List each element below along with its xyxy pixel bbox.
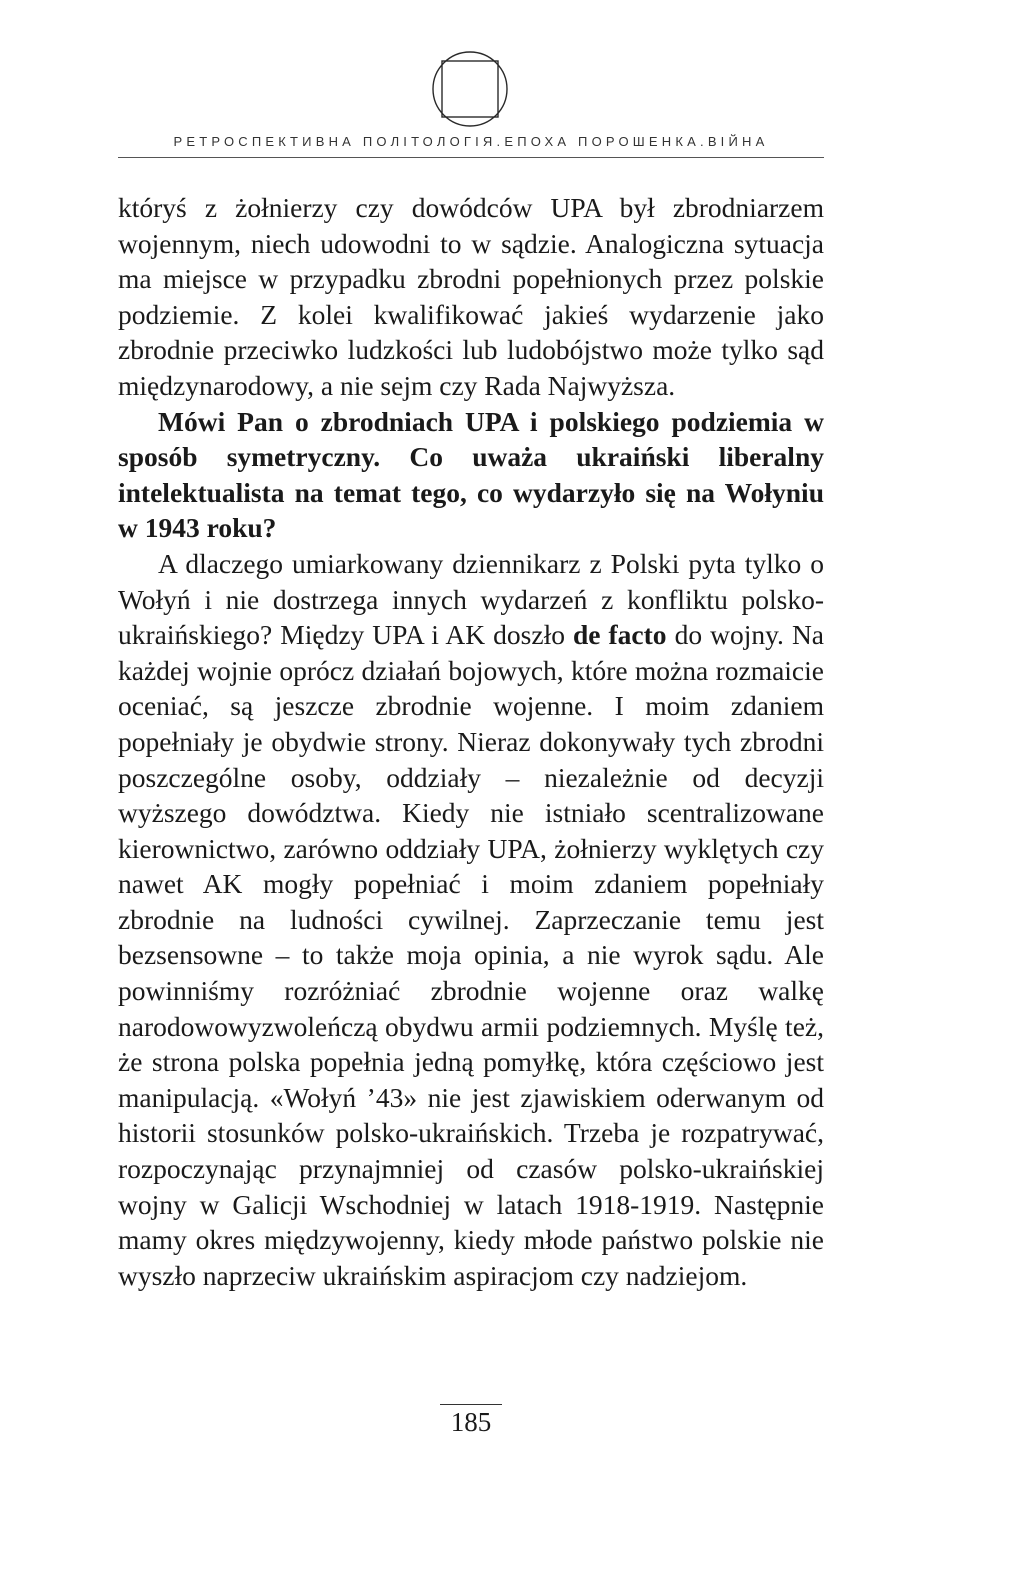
interview-question: Mówi Pan o zbrodniach UPA i polskiego podziemia w sposób symetryczny. Co uważa ukraiński liberalny intelektualista na temat tego, co wydarzyło się na Wołyniu w 1943 roku? <box>118 405 824 544</box>
paragraph: któryś z żołnierzy czy dowódców UPA był zbrodniarzem wojennym, niech udowodni to w sądzie. Analogiczna sytuacja ma miejsce w przypadku zbrodni popełnionych przez polskie podziemie. Z kolei kwalifikować jakieś wydarzenie jako zbrodnie przeciwko ludzkości lub ludobójstwo może tylko sąd międzynarodowy, a nie sejm czy Rada Najwyższa. <box>118 192 824 401</box>
header-divider <box>118 157 824 158</box>
emphasis-text: de facto <box>573 619 667 651</box>
circle-square-logo-icon <box>431 50 509 128</box>
page-number: 185 <box>440 1404 502 1439</box>
body-text <box>118 190 824 1293</box>
answer-text: A dlaczego umiarkowany dziennikarz z Polski pyta tylko o Wołyń i nie dostrzega innych wydarzeń z konfliktu polsko-ukraińskiego? Między UPA i AK doszło <box>118 547 824 651</box>
answer-text: do wojny. Na każdej wojnie oprócz działań bojowych, które można rozmaicie oceniać, są jeszcze zbrodnie wojenne. I moim zdaniem popełniały je obydwie strony. Nieraz dokonywały tych zbrodni poszczególne osoby, oddziały – niezależnie od decyzji wyższego dowództwa. Kiedy nie istniało scentralizowane kierownictwo, zarówno oddziały UPA, żołnierzy wyklętych czy nawet AK mogły popełniać i moim zdaniem popełniały zbrodnie na ludności cywilnej. Zaprzeczanie temu jest bezsensowne – to także moja opinia, a nie wyrok sądu. Ale powinniśmy rozróżniać zbrodnie wojenne oraz walkę narodowowyzwoleńczą obydwu armii podziemnych. Myślę też, że strona polska popełnia jedną pomyłkę, która częściowo jest manipulacją. «Wołyń ’43» nie jest zjawiskiem oderwanym od historii stosunków polsko-ukraińskich. Trzeba je rozpatrywać, rozpoczynając przynajmniej od czasów polsko-ukraińskiej wojny w Galicji Wschodniej w latach 1918-1919. Następnie mamy okres międzywojenny, kiedy młode państwo polskie nie wyszło naprzeciw ukraińskim aspiracjom czy nadziejom. <box>118 619 825 1291</box>
running-head: РЕТРОСПЕКТИВНА ПОЛІТОЛОГІЯ.ЕПОХА ПОРОШЕНКА.ВІЙНА <box>173 134 769 149</box>
interview-answer <box>118 546 824 1293</box>
